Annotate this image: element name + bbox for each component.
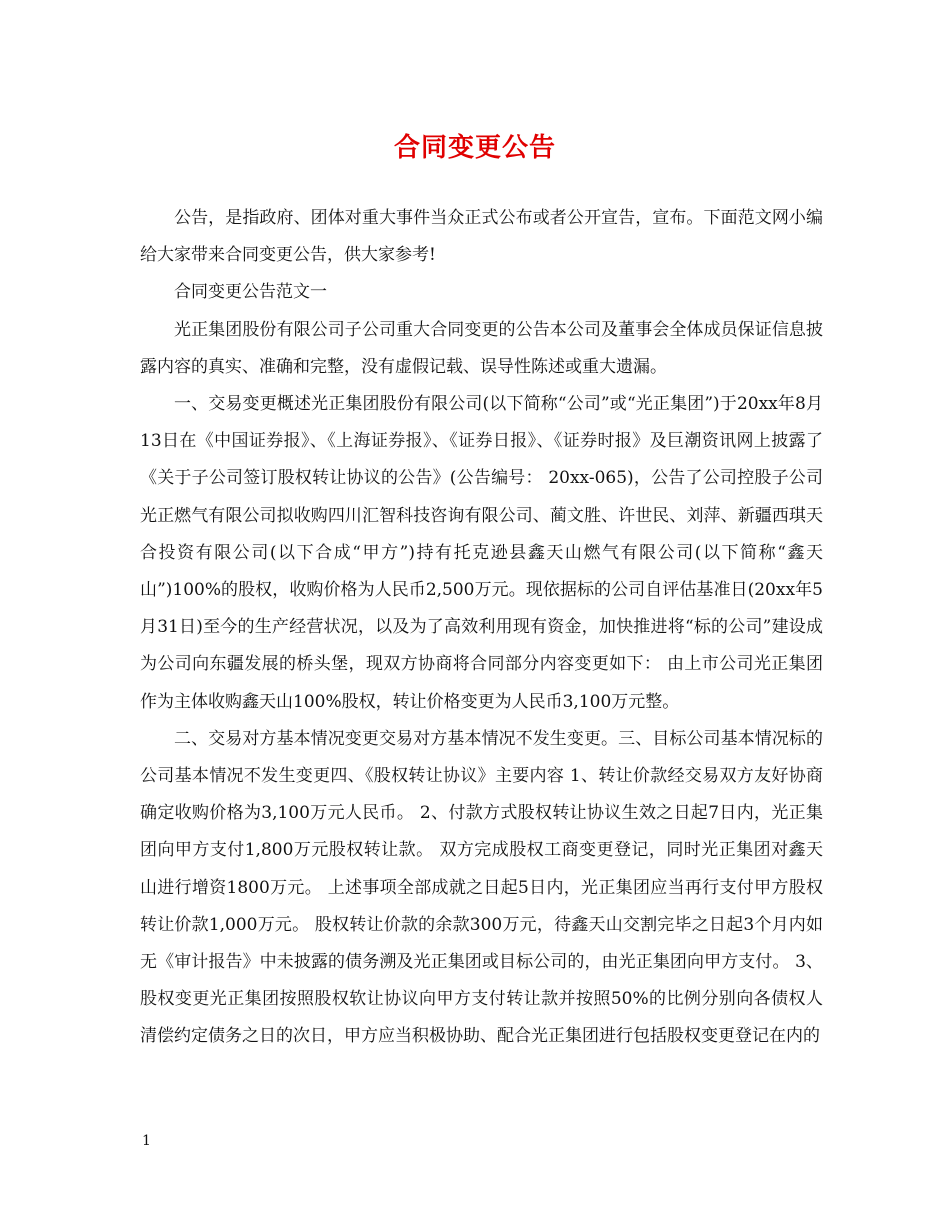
- intro-paragraph: 公告，是指政府、团体对重大事件当众正式公布或者公开宣告，宣布。下面范文网小编给大家带来合同变更公告，供大家参考!: [140, 208, 823, 266]
- document-body: [140, 200, 823, 1056]
- document-title: 合同变更公告: [393, 133, 556, 163]
- agreement-details-paragraph: 二、交易对方基本情况变更交易对方基本情况不发生变更。三、目标公司基本情况标的公司基本情况不发生变更四、《股权转让协议》主要内容 1、转让价款经交易双方友好协商确定收购价格为3,100万元人民币。 2、付款方式股权转让协议生效之日起7日内，光正集团向甲方支付1,800万元股权转让款。 双方完成股权工商变更登记，同时光正集团对鑫天山进行增资1800万元。 上述事项全部成就之日起5日内，光正集团应当再行支付甲方股权转让价款1,000万元。 股权转让价款的余款300万元，待鑫天山交割完毕之日起3个月内如无《审计报告》中未披露的债务溯及光正集团或目标公司的，由光正集团向甲方支付。 3、股权变更光正集团按照股权软让协议向甲方支付转让款并按照50%的比例分别向各债权人清偿约定债务之日的次日，甲方应当积极协助、配合光正集团进行包括股权变更登记在内的: [140, 728, 823, 1047]
- transaction-change-paragraph: 一、交易变更概述光正集团股份有限公司(以下简称“公司”或“光正集团”)于20xx年8月 13日在《中国证券报》、《上海证券报》、《证券日报》、《证券时报》及巨潮资讯网上披露了《关于子公司签订股权转让协议的公告》(公告编号： 20xx-065)，公告了公司控股子公司光正燃气有限公司拟收购四川汇智科技咨询有限公司、蔺文胜、许世民、刘萍、新疆西琪天合投资有限公司(以下合成“甲方”)持有托克逊县鑫天山燃气有限公司(以下简称“鑫天山”)100%的股权，收购价格为人民币2,500万元。现依据标的公司自评估基准日(20xx年5月31日)至今的生产经营状况，以及为了高效利用现有资金，加快推进将“标的公司”建设成为公司向东疆发展的桥头堡，现双方协商将合同部分内容变更如下： 由上市公司光正集团作为主体收购鑫天山100%股权，转让价格变更为人民币3,100万元整。: [140, 394, 823, 712]
- page-number: 1: [142, 1133, 151, 1149]
- sample-heading: 合同变更公告范文一: [174, 282, 327, 303]
- announcement-paragraph: 光正集团股份有限公司子公司重大合同变更的公告本公司及董事会全体成员保证信息披露内容的真实、准确和完整，没有虚假记载、误导性陈述或重大遗漏。: [140, 319, 823, 377]
